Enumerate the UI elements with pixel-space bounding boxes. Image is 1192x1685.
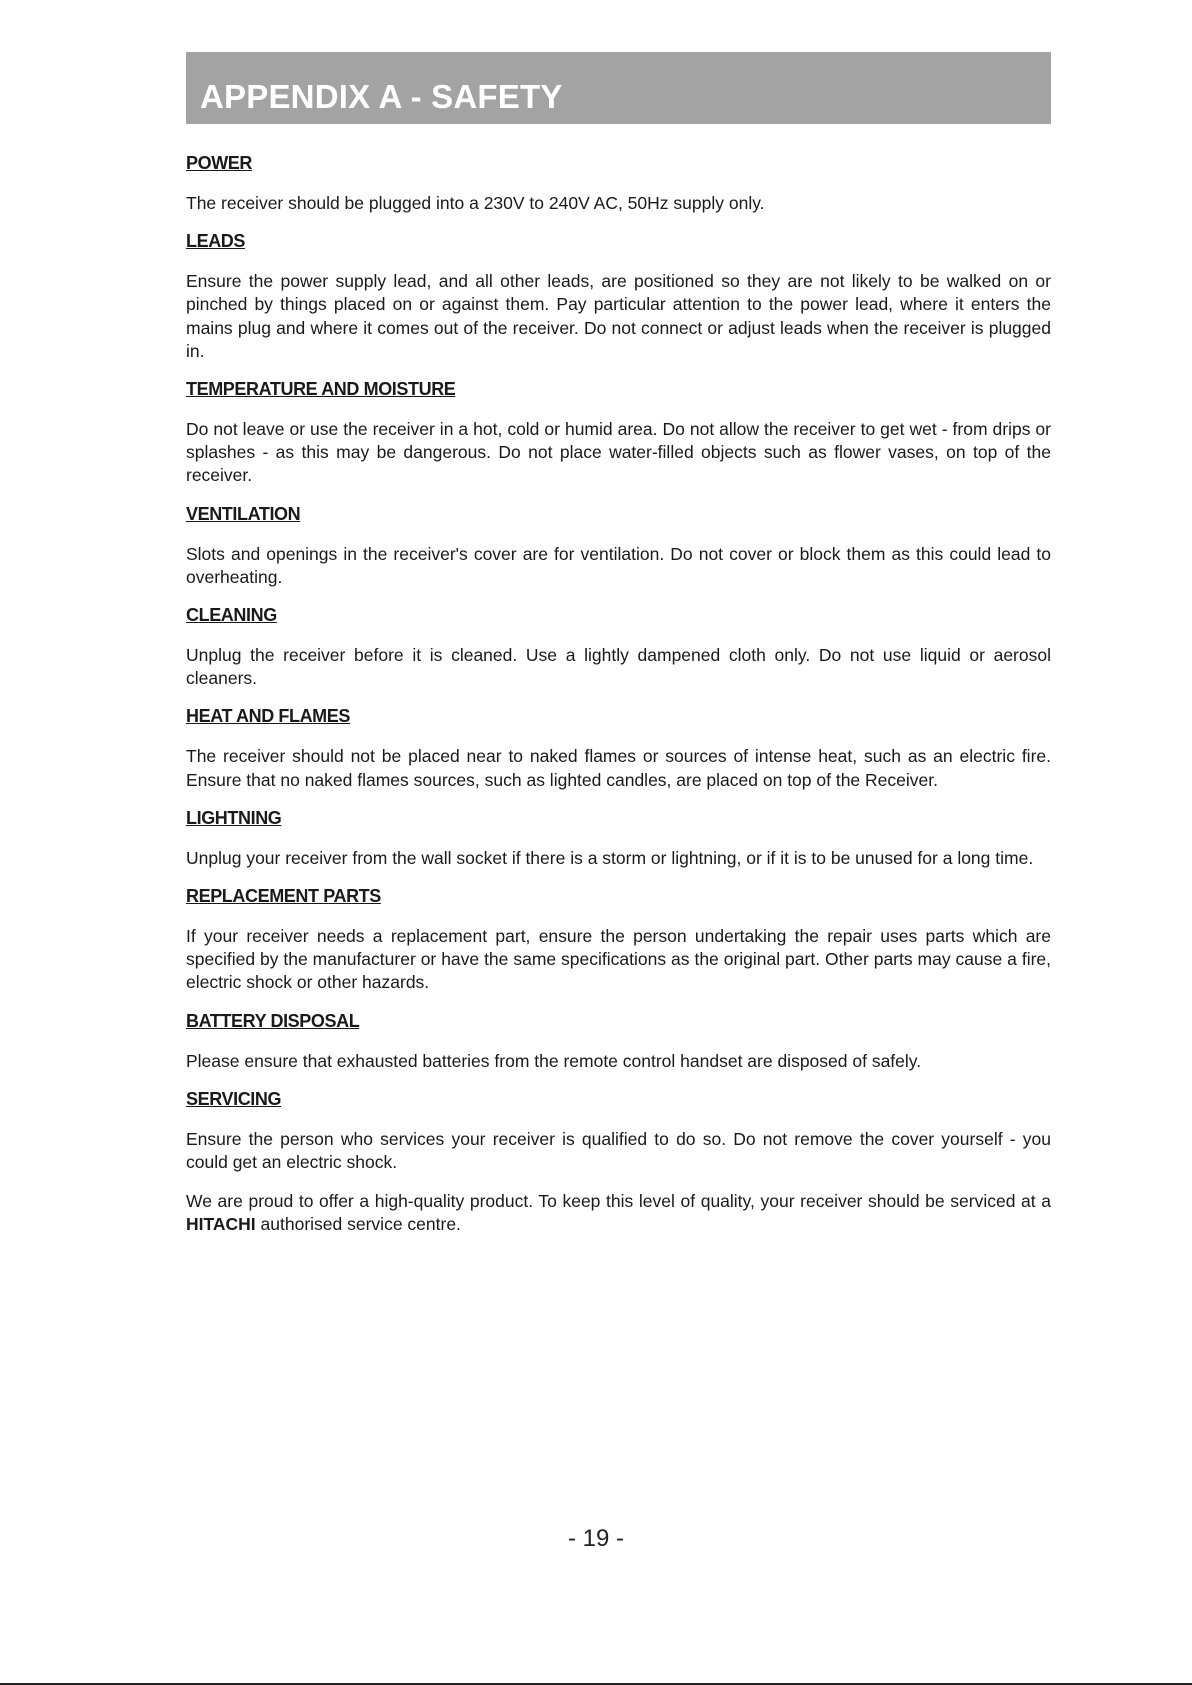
section-cleaning — [186, 605, 1051, 690]
section-leads — [186, 231, 1051, 363]
section-heat-and-flames — [186, 706, 1051, 791]
section-text: Slots and openings in the receiver's cover are for ventilation. Do not cover or block them as this could lead to overheating. — [186, 543, 1051, 587]
section-heading: REPLACEMENT PARTS — [186, 886, 381, 907]
section-temperature-and-moisture — [186, 379, 1051, 488]
page-number: - 19 - — [567, 1525, 624, 1552]
section-servicing — [186, 1089, 1051, 1174]
section-heading: CLEANING — [186, 605, 277, 626]
section-heading: BATTERY DISPOSAL — [186, 1010, 360, 1031]
section-text: If your receiver needs a replacement part, ensure the person undertaking the repair uses parts which are specified by the manufacturer or have the same specifications as the original part. Other parts may cause a fire, electric shock or other hazards. — [186, 926, 1051, 993]
section-text: Ensure the person who services your receiver is qualified to do so. Do not remove the cover yourself - you could get an electric shock. — [186, 1128, 1051, 1173]
section-text: Please ensure that exhausted batteries from the remote control handset are disposed of safely. — [186, 1050, 922, 1071]
page-title: APPENDIX A - SAFETY — [200, 78, 563, 115]
section-text: The receiver should be plugged into a 230V to 240V AC, 50Hz supply only. — [186, 193, 765, 213]
section-text: The receiver should not be placed near to naked flames or sources of intense heat, such as an electric fire. Ensure that no naked flames sources, such as lighted candles, are placed on top of the Receiver. — [186, 746, 1051, 790]
safety-content — [186, 153, 1051, 1237]
closing-text-before: We are proud to offer a high-quality product. To keep this level of quality, your receiver should be serviced at a — [186, 1191, 1051, 1212]
section-heading: HEAT AND FLAMES — [186, 706, 350, 727]
section-text: Unplug the receiver before it is cleaned. Use a lightly dampened cloth only. Do not use liquid or aerosol cleaners. — [186, 645, 1051, 689]
section-replacement-parts — [186, 886, 1051, 995]
section-lightning — [186, 808, 1051, 870]
section-heading: LIGHTNING — [186, 807, 282, 828]
section-heading: LEADS — [186, 231, 246, 252]
closing-paragraph — [186, 1190, 1051, 1236]
section-text: Do not leave or use the receiver in a hot, cold or humid area. Do not allow the receiver to get wet - from drips or splashes - as this may be dangerous. Do not place water-filled objects such as flower vases, on top of the receiver. — [186, 419, 1051, 486]
section-text: Ensure the power supply lead, and all other leads, are positioned so they are not likely to be walked on or pinched by things placed on or against them. Pay particular attention to the power lead, where it enters the mains plug and where it comes out of the receiver. Do not connect or adjust leads when the receiver is plugged in. — [186, 271, 1051, 361]
section-ventilation — [186, 504, 1051, 589]
section-battery-disposal — [186, 1011, 1051, 1073]
document-page — [186, 52, 1051, 1253]
section-heading: POWER — [186, 153, 253, 173]
section-text: Unplug your receiver from the wall socket if there is a storm or lightning, or if it is to be unused for a long time. — [186, 847, 1034, 868]
brand-name: HITACHI — [186, 1214, 256, 1235]
header-banner — [186, 52, 1051, 124]
closing-text-after: authorised service centre. — [255, 1214, 461, 1235]
section-heading: SERVICING — [186, 1088, 282, 1109]
section-heading: TEMPERATURE AND MOISTURE — [186, 379, 456, 400]
section-power — [186, 153, 1051, 215]
section-heading: VENTILATION — [186, 503, 301, 524]
